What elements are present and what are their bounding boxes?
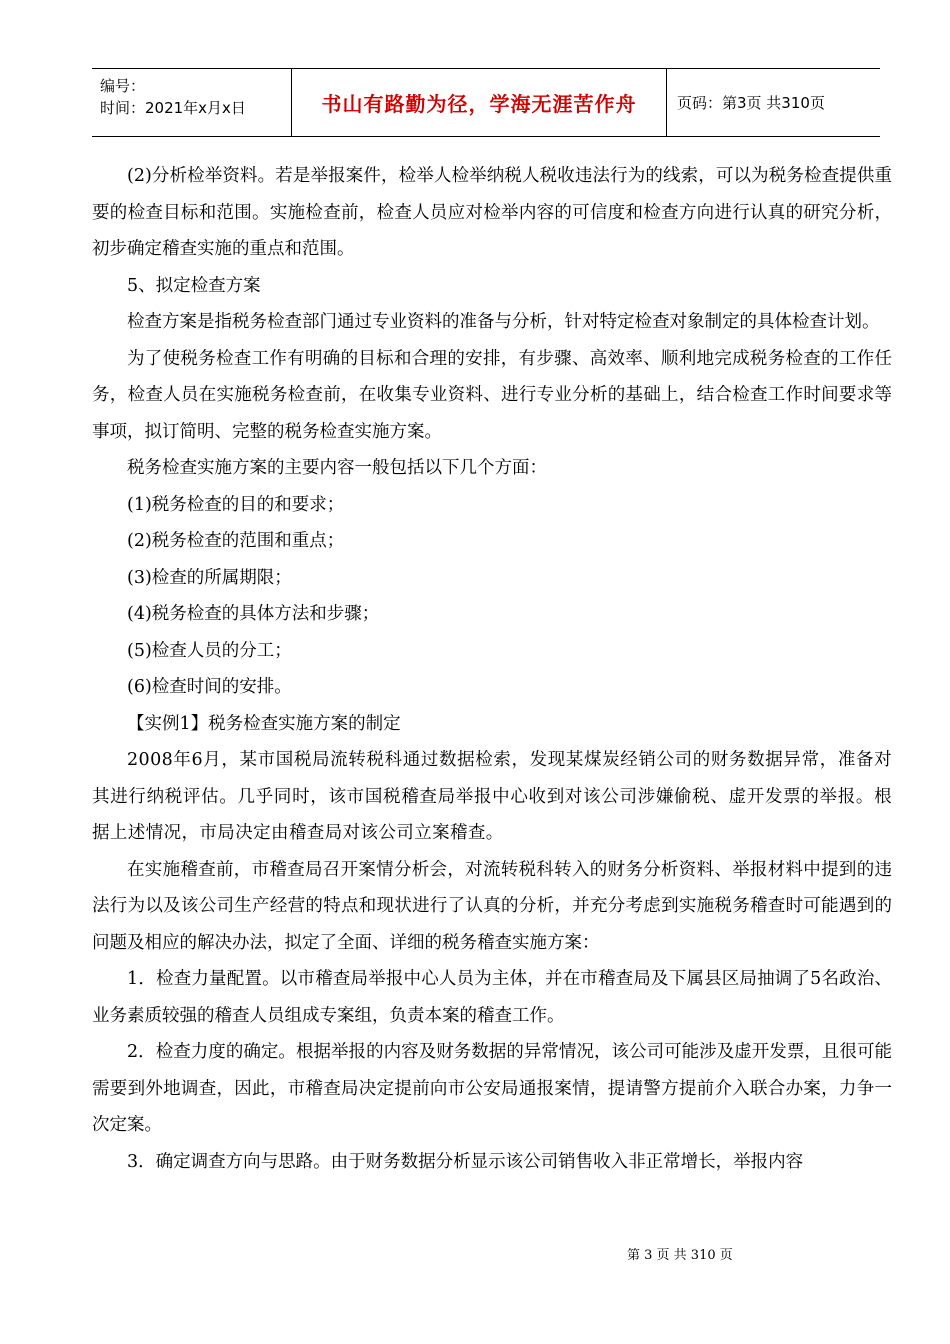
paragraph: 在实施稽查前，市稽查局召开案情分析会，对流转税科转入的财务分析资料、举报材料中提到的违法行为以及该公司生产经营的特点和现状进行了认真的分析，并充分考虑到实施税务稽查时可能遇到的问题及相应的解决办法，拟定了全面、详细的税务稽查实施方案： [92,859,892,953]
document-number: 编号： [100,77,146,95]
list-item: (6)检查时间的安排。 [127,677,292,697]
paragraph: 为了使税务检查工作有明确的目标和合理的安排，有步骤、高效率、顺利地完成税务检查的工作任务，检查人员在实施税务检查前，在收集专业资料、进行专业分析的基础上，结合检查工作时间要求等事项，拟订简明、完整的税务检查实施方案。 [92,348,892,442]
list-item: (1)税务检查的目的和要求； [127,494,345,515]
list-item: (4)税务检查的具体方法和步骤； [127,604,380,624]
paragraph: 2．检查力度的确定。根据举报的内容及财务数据的异常情况，该公司可能涉及虚开发票，且很可能需要到外地调查，因此，市稽查局决定提前向市公安局通报案情，提请警方提前介入联合办案，力争一次定案。 [92,1042,892,1135]
document-body [92,158,892,1180]
paragraph: 1．检查力量配置。以市稽查局举报中心人员为主体，并在市稽查局及下属县区局抽调了5名政治、业务素质较强的稽查人员组成专案组，负责本案的稽查工作。 [92,969,892,1026]
list-item: (3)检查的所属期限； [127,567,292,588]
paragraph: (2)分析检举资料。若是举报案件，检举人检举纳税人税收违法行为的线索，可以为税务检查提供重要的检查目标和范围。实施检查前，检查人员应对检举内容的可信度和检查方向进行认真的研究分析，初步确定稽查实施的重点和范围。 [92,166,892,259]
paragraph: 2008年6月，某市国税局流转税科通过数据检索，发现某煤炭经销公司的财务数据异常，准备对其进行纳税评估。几乎同时，该市国税稽查局举报中心收到对该公司涉嫌偷税、虚开发票的举报。根据上述情况，市局决定由稽查局对该公司立案稽查。 [92,750,892,843]
example-heading: 【实例1】税务检查实施方案的制定 [127,713,401,734]
header-motto: 书山有路勤为径，学海无涯苦作舟 [292,69,667,136]
list-item: (5)检查人员的分工； [127,640,292,661]
paragraph: 税务检查实施方案的主要内容一般包括以下几个方面： [127,458,547,478]
list-item: (2)税务检查的范围和重点； [127,531,345,551]
page-header [92,68,880,137]
paragraph: 3．确定调查方向与思路。由于财务数据分析显示该公司销售收入非正常增长，举报内容 [127,1151,804,1172]
paragraph: 检查方案是指税务检查部门通过专业资料的准备与分析，针对特定检查对象制定的具体检查计划。 [127,312,880,332]
section-heading: 5、拟定检查方案 [127,275,261,296]
page-footer: 第 3 页 共 310 页 [627,1248,733,1263]
document-time: 时间：2021年x月x日 [100,99,246,117]
header-meta [92,69,292,136]
header-page-number: 页码：第3页 共310页 [677,94,825,112]
